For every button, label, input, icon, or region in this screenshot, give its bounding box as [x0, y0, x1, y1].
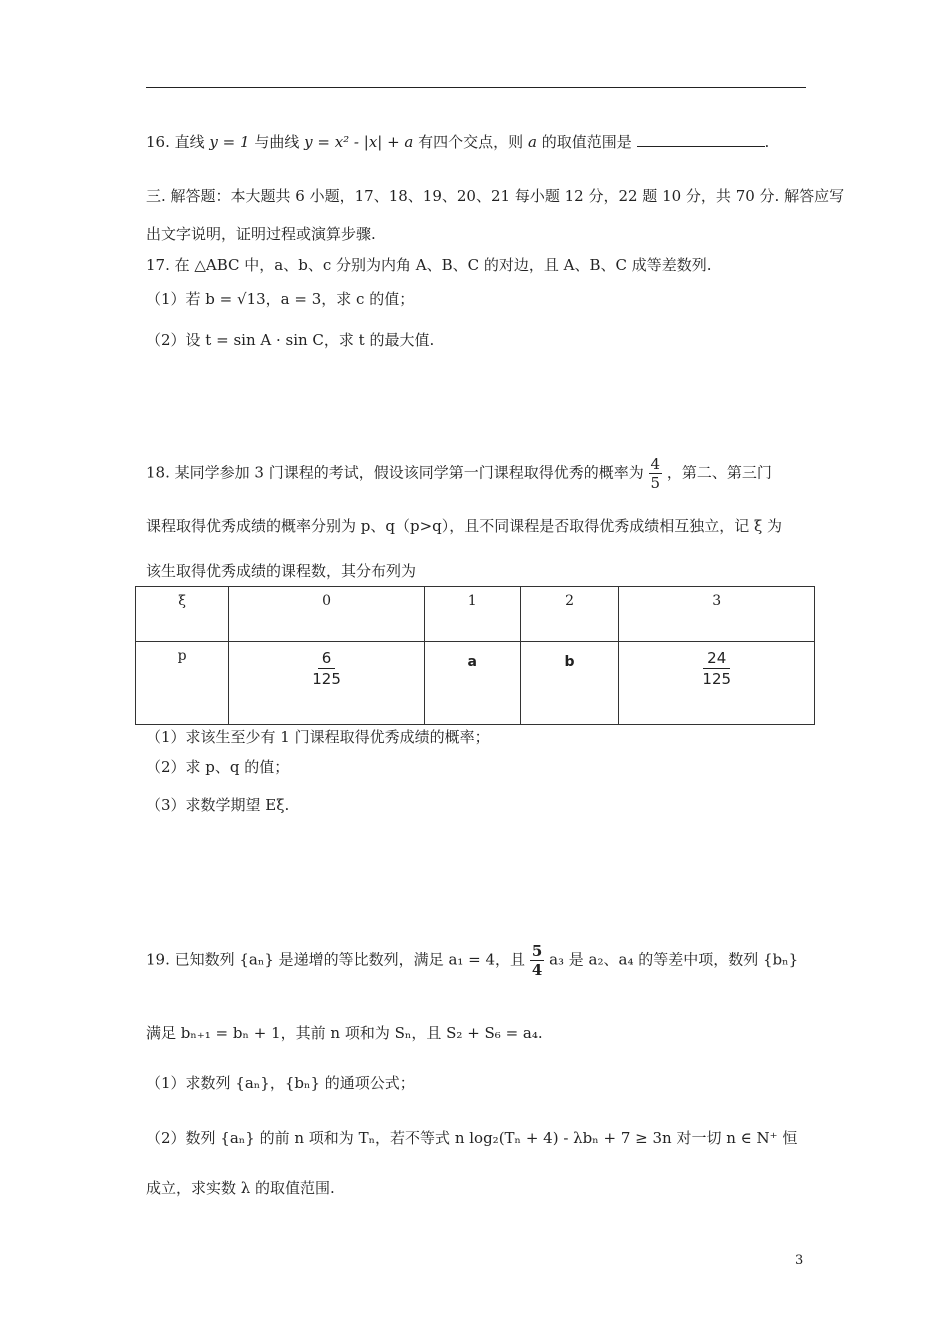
q18-part-3: （3）求数学期望 Eξ.	[146, 796, 290, 814]
fraction-denominator: 125	[702, 670, 732, 688]
table-cell: 3	[619, 587, 815, 642]
q19-part-1: （1）求数列 {aₙ}，{bₙ} 的通项公式；	[146, 1074, 415, 1092]
table-cell: a	[424, 642, 520, 725]
q16-text-3: 的取值范围是	[541, 133, 632, 151]
section-3-line-1: 三. 解答题：本大题共 6 小题，17、18、19、20、21 每小题 12 分，22 题 10 分，共 70 分. 解答应写	[146, 187, 845, 205]
q17-part-1: （1）若 b = √13，a = 3，求 c 的值；	[146, 290, 415, 308]
distribution-table	[135, 586, 815, 725]
q18-fraction	[649, 455, 663, 492]
table-cell: ξ	[136, 587, 229, 642]
table-header-row	[136, 587, 815, 642]
question-16	[146, 132, 769, 152]
page-number: 3	[795, 1253, 804, 1268]
q18-part-1: （1）求该生至少有 1 门课程取得优秀成绩的概率；	[146, 728, 490, 746]
fraction-numerator: 6	[318, 648, 336, 669]
fraction-numerator: 24	[703, 648, 730, 669]
q16-text-1: 与曲线	[254, 133, 300, 151]
q18-part-2: （2）求 p、q 的值；	[146, 758, 290, 776]
q18-line-1-text: 18. 某同学参加 3 门课程的考试，假设该同学第一门课程取得优秀的概率为	[146, 463, 644, 482]
fraction-denominator: 4	[531, 961, 543, 979]
q16-text-2: 有四个交点，则	[418, 133, 524, 151]
table-cell: 1	[424, 587, 520, 642]
q18-line-2: 课程取得优秀成绩的概率分别为 p、q（p>q），且不同课程是否取得优秀成绩相互独立，记 ξ 为	[146, 517, 783, 535]
q16-end: .	[764, 133, 770, 151]
table-cell	[619, 642, 815, 725]
q19-fraction	[530, 942, 544, 979]
table-cell: 2	[520, 587, 619, 642]
answer-blank	[637, 132, 765, 147]
probability-fraction	[702, 648, 731, 689]
table-cell: b	[520, 642, 619, 725]
q16-equation-curve: y = x² - |x| + a	[304, 133, 414, 151]
fraction-numerator: 5	[531, 942, 543, 960]
fraction-denominator: 5	[650, 474, 661, 492]
q17-stem: 17. 在 △ABC 中，a、b、c 分别为内角 A、B、C 的对边，且 A、B、C 成等差数列.	[146, 256, 712, 274]
q19-line-1-end: a₃ 是 a₂、a₄ 的等差中项，数列 {bₙ}	[549, 950, 799, 969]
q19-part-2-continued: 成立，求实数 λ 的取值范围.	[146, 1179, 335, 1197]
table-cell: p	[136, 642, 229, 725]
section-3-line-2: 出文字说明，证明过程或演算步骤.	[146, 225, 376, 243]
table-cell	[229, 642, 424, 725]
q18-line-1-end: ，第二、第三门	[666, 463, 772, 482]
probability-fraction	[312, 648, 341, 689]
q16-equation-line: y = 1	[209, 133, 250, 151]
q16-variable: a	[527, 133, 537, 151]
table-row	[136, 642, 815, 725]
q19-line-1-text: 19. 已知数列 {aₙ} 是递增的等比数列，满足 a₁ = 4，且	[146, 950, 526, 969]
q19-line-2: 满足 bₙ₊₁ = bₙ + 1，其前 n 项和为 Sₙ，且 S₂ + S₆ = a₄.	[146, 1024, 543, 1042]
fraction-numerator: 4	[650, 455, 661, 473]
q19-line-1	[146, 942, 798, 979]
q18-line-3: 该生取得优秀成绩的课程数，其分布列为	[146, 562, 417, 580]
q18-line-1	[146, 455, 772, 492]
q19-part-2: （2）数列 {aₙ} 的前 n 项和为 Tₙ，若不等式 n log₂(Tₙ + 4) - λbₙ + 7 ≥ 3n 对一切 n ∈ N⁺ 恒	[146, 1129, 798, 1147]
q16-prefix: 16. 直线	[146, 133, 205, 151]
table-cell: 0	[229, 587, 424, 642]
q17-part-2: （2）设 t = sin A · sin C，求 t 的最大值.	[146, 331, 435, 349]
fraction-denominator: 125	[312, 670, 341, 688]
header-rule	[146, 87, 806, 88]
